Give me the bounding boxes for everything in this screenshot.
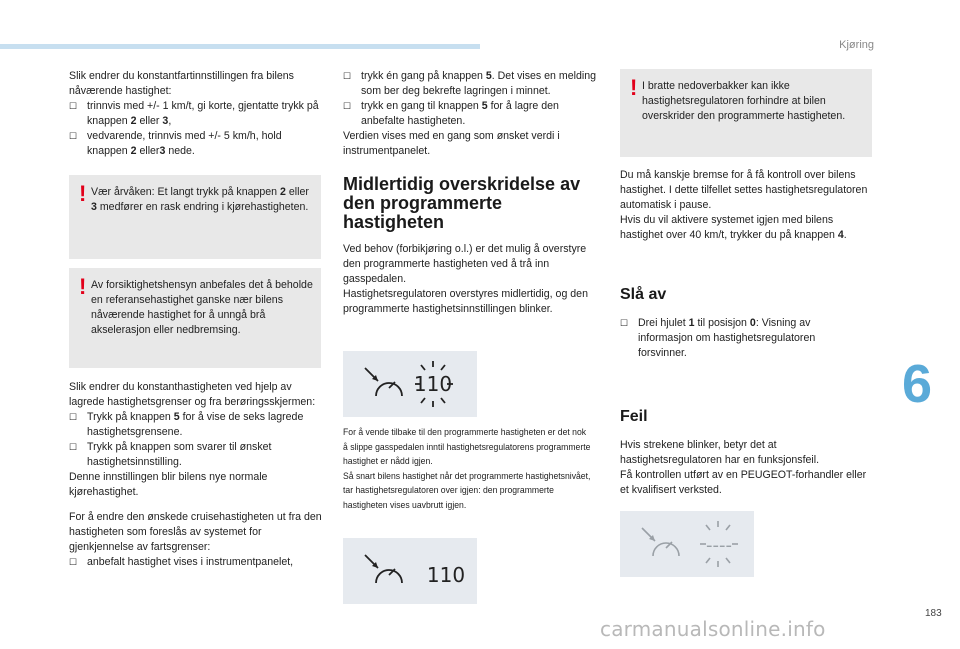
list-item: ☐ anbefalt hastighet vises i instrumentpanelet, xyxy=(69,556,294,568)
section-heading: Slå av xyxy=(620,286,667,303)
checkbox-bullet-icon: ☐ xyxy=(69,557,78,567)
checkbox-bullet-icon: ☐ xyxy=(620,318,629,328)
warning-box xyxy=(620,69,872,157)
paragraph: Slik endrer du konstantfartinnstillingen fra bilens nåværende hastighet: xyxy=(69,70,294,97)
warning-text: Vær årvåken: Et langt trykk på knappen 2 eller 3 medfører en rask endring i kjørehastigheten. xyxy=(91,186,309,213)
fault-display xyxy=(620,511,754,577)
paragraph: Verdien vises med en gang som ønsket verdi i instrumentpanelet. xyxy=(343,130,560,157)
caption-block xyxy=(343,425,615,512)
section-heading: Feil xyxy=(620,408,648,425)
cruise-display-graphic xyxy=(343,538,477,604)
watermark: carmanualsonline.info xyxy=(600,617,826,641)
warning-box xyxy=(69,268,321,368)
checkbox-bullet-icon: ☐ xyxy=(69,101,78,111)
list-item: ☐ vedvarende, trinnvis med +/- 5 km/h, hold knappen 2 eller3 nede. xyxy=(69,130,282,157)
warning-text: Av forsiktighetshensyn anbefales det å beholde en referansehastighet ganske nær bilens nåværende hastighet for å unngå brå akselerasjon eller nedbremsing. xyxy=(91,279,313,336)
paragraph: Hvis du vil aktivere systemet igjen med bilens hastighet over 40 km/t, trykker du på knappen 4. xyxy=(620,214,847,241)
exclamation-icon: ! xyxy=(79,181,87,206)
speedometer-arrow-icon xyxy=(365,555,402,583)
list-item: ☐ trinnvis med +/- 1 km/t, gi korte, gjentatte trykk på knappen 2 eller 3, xyxy=(69,100,319,127)
caption: For å vende tilbake til den programmerte hastigheten er det nok å slippe gasspedalen inntil hastighetsregulatorens programmerte hastighet er nådd igjen. xyxy=(343,426,591,466)
speedometer-arrow-icon xyxy=(642,528,679,556)
column-3-off xyxy=(620,316,860,361)
list-item: ☐ Trykk på knappen som svarer til ønsket hastighetsinnstilling. xyxy=(69,441,272,468)
column-1 xyxy=(69,69,325,159)
paragraph: Hastighetsregulatoren overstyres midlertidig, og den programmerte hastighetsinnstillingen blinker. xyxy=(343,288,588,315)
paragraph: Ved behov (forbikjøring o.l.) er det mulig å overstyre den programmerte hastigheten ved å trå inn gasspedalen. xyxy=(343,243,587,285)
paragraph: Du må kanskje bremse for å få kontroll over bilens hastighet. I dette tilfellet settes hastighetsregulatoren automatisk i pause. xyxy=(620,169,868,211)
list-item: ☐ Trykk på knappen 5 for å vise de seks lagrede hastighetsgrensene. xyxy=(69,411,304,438)
cruise-display-graphic xyxy=(620,511,754,577)
header-bar xyxy=(0,44,480,49)
fault-dashes: ---- xyxy=(706,535,732,556)
list-item: ☐ Drei hjulet 1 til posisjon 0: Visning av informasjon om hastighetsregulatoren forsvinner. xyxy=(620,317,816,359)
column-3-fault xyxy=(620,438,876,498)
exclamation-icon: ! xyxy=(79,274,87,299)
paragraph: Få kontrollen utført av en PEUGEOT-forhandler eller et kvalifisert verksted. xyxy=(620,469,867,496)
column-2 xyxy=(343,69,599,317)
section-title: Kjøring xyxy=(839,39,874,51)
speed-display-steady xyxy=(343,538,477,604)
chapter-number: 6 xyxy=(902,354,933,414)
checkbox-bullet-icon: ☐ xyxy=(69,412,78,422)
speed-value: 110 xyxy=(413,372,453,396)
paragraph: Denne innstillingen blir bilens nye normale kjørehastighet. xyxy=(69,471,268,498)
paragraph: Slik endrer du konstanthastigheten ved hjelp av lagrede hastighetsgrenser og fra berøringsskjermen: xyxy=(69,381,316,408)
section-heading: Midlertidig overskridelse av den programmerte hastigheten xyxy=(343,174,581,232)
speed-value: 110 xyxy=(426,563,466,587)
column-3 xyxy=(620,168,876,243)
speedometer-arrow-icon xyxy=(365,368,402,396)
speed-display-flashing xyxy=(343,351,477,417)
exclamation-icon: ! xyxy=(630,75,638,100)
checkbox-bullet-icon: ☐ xyxy=(69,442,78,452)
page-number: 183 xyxy=(925,608,942,619)
warning-text: I bratte nedoverbakker kan ikke hastighetsregulatoren forhindre at bilen overskrider den programmerte hastigheten. xyxy=(642,80,846,122)
checkbox-bullet-icon: ☐ xyxy=(69,131,78,141)
checkbox-bullet-icon: ☐ xyxy=(343,101,352,111)
cruise-display-graphic xyxy=(343,351,477,417)
list-item: ☐ trykk en gang til knappen 5 for å lagre den anbefalte hastigheten. xyxy=(343,100,559,127)
column-1-lower xyxy=(69,380,325,570)
paragraph: For å endre den ønskede cruisehastigheten ut fra den hastigheten som foreslås av systemet for gjenkjennelse av fartsgrenser: xyxy=(69,511,322,553)
checkbox-bullet-icon: ☐ xyxy=(343,71,352,81)
list-item: ☐ trykk én gang på knappen 5. Det vises en melding som ber deg bekrefte lagringen i minnet. xyxy=(343,70,596,97)
caption: Så snart bilens hastighet når det programmerte hastighetsnivået, tar hastighetsregulatoren over igjen: den programmerte hastigheten vises uavbrutt igjen. xyxy=(343,469,591,510)
warning-box xyxy=(69,175,321,259)
paragraph: Hvis strekene blinker, betyr det at hastighetsregulatoren har en funksjonsfeil. xyxy=(620,439,820,466)
